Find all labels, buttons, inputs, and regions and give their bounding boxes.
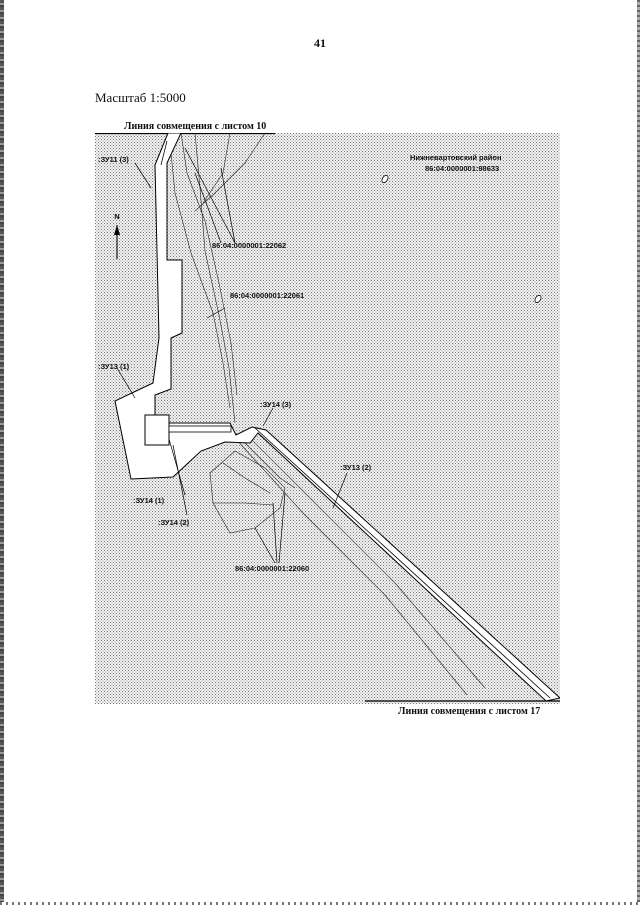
cadastral-map: [95, 133, 560, 704]
north-arrow-label: N: [114, 212, 120, 221]
parcel-zu14-1: [145, 415, 169, 445]
parcel-label-zu13-1: :ЗУ13 (1): [98, 362, 130, 371]
parcel-label-zu14-2: :ЗУ14 (2): [158, 518, 190, 527]
scan-edge-left: [0, 0, 4, 905]
district-name-label: Нижневартовский район: [410, 153, 502, 162]
parcel-label-zu14-1: :ЗУ14 (1): [133, 496, 165, 505]
scale-label: Масштаб 1:5000: [95, 90, 186, 105]
match-line-top-label: Линия совмещения с листом 10: [124, 121, 267, 132]
parcel-label-zu13-2: :ЗУ13 (2): [340, 463, 372, 472]
match-line-bottom-label: Линия совмещения с листом 17: [398, 706, 541, 717]
page-number: 41: [314, 36, 326, 50]
cadastral-label-22060: 86:04:0000001:22060: [235, 564, 310, 573]
parcel-zu14-3: [169, 426, 231, 432]
parcel-label-zu14-3: :ЗУ14 (3): [260, 400, 292, 409]
cadastral-label-22062: 86:04:0000001:22062: [212, 241, 287, 250]
parcel-label-zu11-3: :ЗУ11 (3): [98, 155, 129, 164]
district-cadastral-label: 86:04:0000001:98633: [425, 164, 500, 173]
cadastral-label-22061: 86:04:0000001:22061: [230, 291, 305, 300]
